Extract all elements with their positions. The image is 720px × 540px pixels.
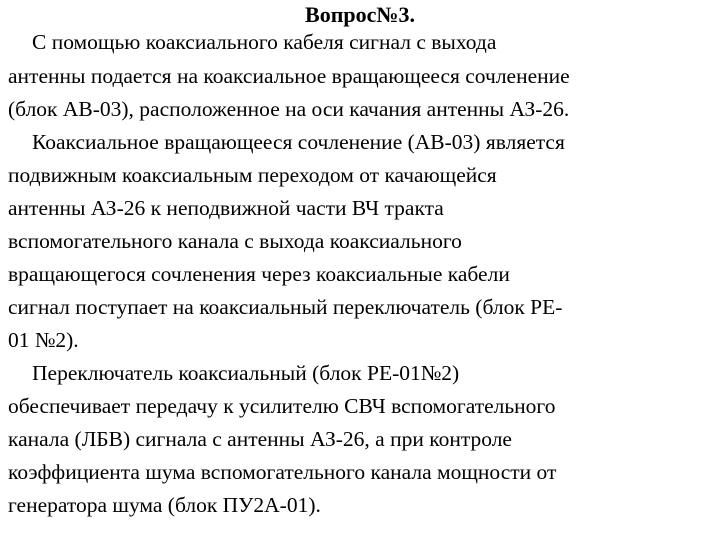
text-line-6: антенны АЗ-26 к неподвижной части ВЧ тракта — [8, 196, 444, 220]
text-line-9: сигнал поступает на коаксиальный переключатель (блок РЕ- — [8, 295, 563, 319]
text-line-1: С помощью коаксиального кабеля сигнал с выхода — [32, 30, 497, 54]
text-line-7: вспомогательного канала с выхода коаксиального — [8, 229, 462, 253]
text-line-12: обеспечивает передачу к усилителю СВЧ вспомогательного — [8, 394, 556, 418]
text-line-4: Коаксиальное вращающееся сочленение (АВ-03) является — [32, 130, 565, 154]
text-line-10: 01 №2). — [8, 328, 79, 352]
text-line-8: вращающегося сочленения через коаксиальные кабели — [8, 262, 510, 286]
text-line-5: подвижным коаксиальным переходом от качающейся — [8, 163, 497, 187]
question-title: Вопрос№3. — [305, 2, 415, 27]
text-line-15: генератора шума (блок ПУ2А-01). — [8, 493, 321, 517]
text-line-13: канала (ЛБВ) сигнала с антенны АЗ-26, а при контроле — [8, 427, 512, 451]
text-line-14: коэффициента шума вспомогательного канала мощности от — [8, 460, 557, 484]
text-line-3: (блок АВ-03), расположенное на оси качания антенны АЗ-26. — [8, 97, 570, 121]
text-line-11: Переключатель коаксиальный (блок РЕ-01№2) — [32, 361, 460, 385]
text-line-2: антенны подается на коаксиальное вращающееся сочленение — [8, 64, 570, 88]
